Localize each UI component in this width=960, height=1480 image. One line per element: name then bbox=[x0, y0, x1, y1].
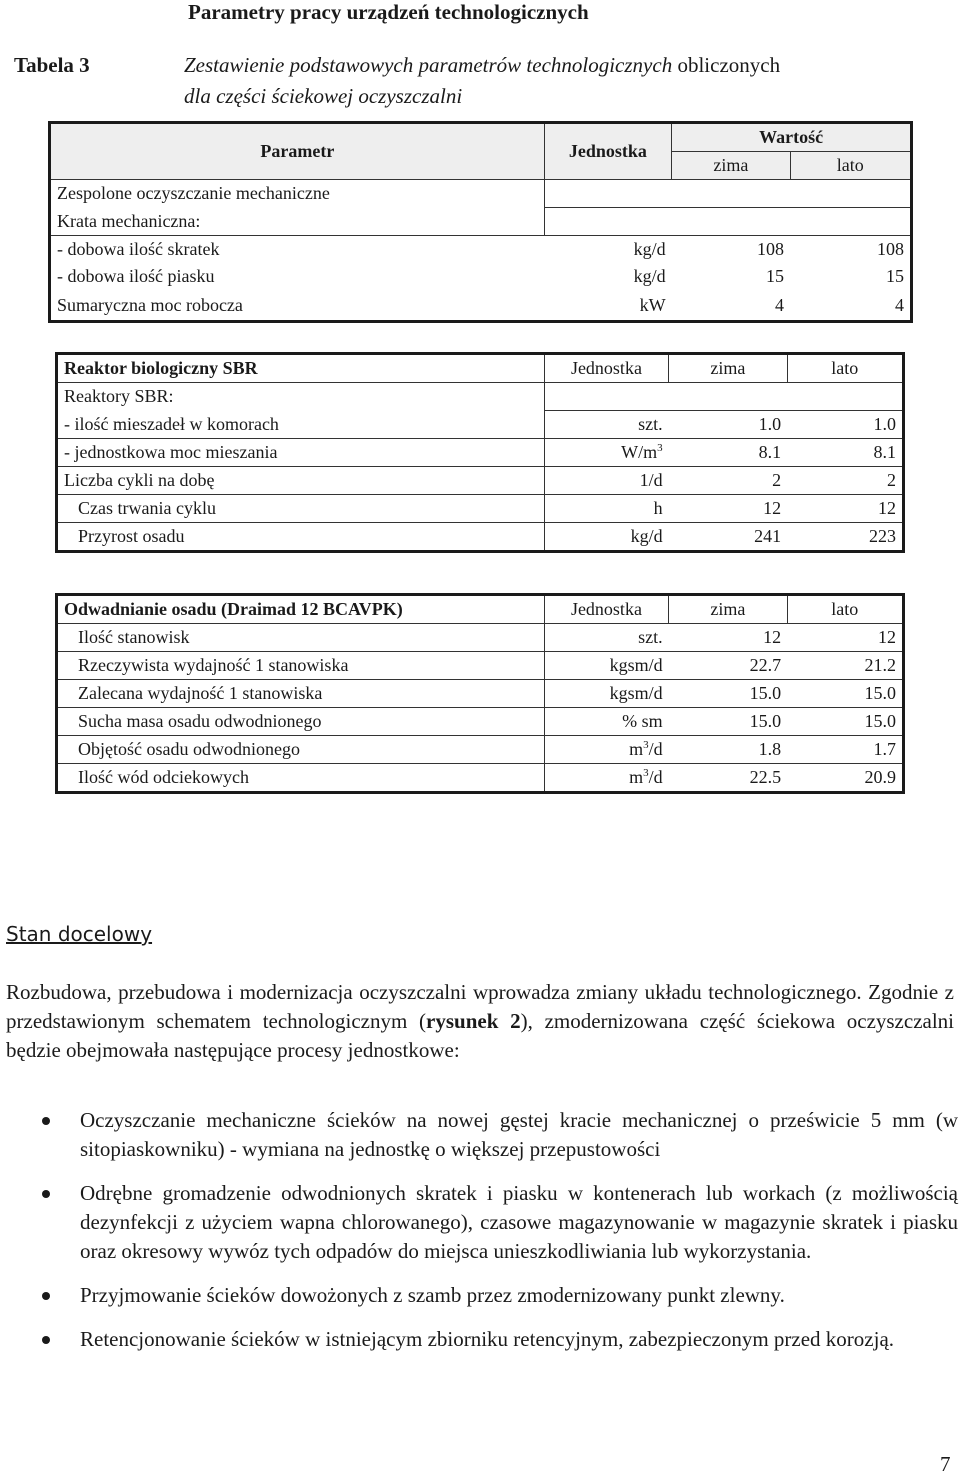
row-unit: kgsm/d bbox=[544, 652, 668, 680]
row-unit: kg/d bbox=[633, 266, 666, 286]
row-zima: 2 bbox=[669, 467, 787, 495]
table-caption-line2: dla części ściekowej oczyszczalni bbox=[184, 84, 463, 108]
sbr-title: Reaktor biologiczny SBR bbox=[57, 354, 545, 383]
table-label: Tabela 3 bbox=[14, 53, 90, 77]
unit-sup: 3 bbox=[657, 442, 663, 454]
row-name: Sucha masa osadu odwodnionego bbox=[57, 708, 545, 736]
table-row bbox=[57, 680, 904, 708]
row-lato: 15.0 bbox=[787, 708, 903, 736]
row-zima: 15.0 bbox=[669, 708, 787, 736]
row-lato: 8.1 bbox=[787, 439, 903, 467]
row-name: Ilość stanowisk bbox=[57, 624, 545, 652]
row-zima: 22.7 bbox=[669, 652, 787, 680]
table-row bbox=[57, 467, 904, 495]
list-item bbox=[0, 1179, 958, 1266]
row-zima: 22.5 bbox=[749, 767, 782, 787]
unit-post: /d bbox=[648, 767, 663, 787]
row-unit: szt. bbox=[544, 624, 668, 652]
table-row bbox=[57, 439, 904, 467]
row-lato: 21.2 bbox=[787, 652, 903, 680]
row-lato: 1.7 bbox=[787, 736, 903, 764]
row-name: Sumaryczna moc robocza bbox=[57, 294, 243, 315]
row-unit: kg/d bbox=[544, 523, 668, 552]
row-zima: 12 bbox=[669, 495, 787, 523]
list-item-text: Retencjonowanie ścieków w istniejącym zbiorniku retencyjnym, zabezpieczonym przed korozją. bbox=[80, 1327, 895, 1351]
table-row bbox=[57, 624, 904, 652]
table-row bbox=[57, 495, 904, 523]
bullet-icon bbox=[42, 1117, 50, 1125]
row-lato: 15.0 bbox=[787, 680, 903, 708]
bullet-icon bbox=[42, 1292, 50, 1300]
page-number: 7 bbox=[940, 1452, 951, 1476]
row-lato: 12 bbox=[787, 624, 903, 652]
row-unit: kgsm/d bbox=[544, 680, 668, 708]
table-row bbox=[57, 652, 904, 680]
row-zima: 241 bbox=[754, 526, 782, 546]
row-zima: 12 bbox=[669, 624, 787, 652]
table-row bbox=[50, 263, 912, 290]
row-zima: 4 bbox=[775, 294, 785, 315]
table-row bbox=[50, 290, 912, 322]
caption-italic: Zestawienie podstawowych parametrów technologicznych bbox=[184, 53, 673, 77]
row-name: Liczba cykli na dobę bbox=[57, 467, 545, 495]
section-title: Stan docelowy bbox=[6, 922, 153, 946]
row-zima: 108 bbox=[672, 236, 790, 264]
row-name: - ilość mieszadeł w komorach bbox=[57, 411, 545, 439]
row-name: - jednostkowa moc mieszania bbox=[57, 439, 545, 467]
table-sbr bbox=[55, 352, 905, 553]
row-name: Rzeczywista wydajność 1 stanowiska bbox=[57, 652, 545, 680]
row-unit bbox=[544, 764, 668, 793]
row-zima: 15.0 bbox=[669, 680, 787, 708]
unit-pre: m bbox=[629, 767, 644, 787]
row-unit: szt. bbox=[544, 411, 668, 439]
header-parametr: Parametr bbox=[50, 123, 545, 180]
unit-sup: 3 bbox=[643, 739, 649, 751]
row-name: Objętość osadu odwodnionego bbox=[57, 736, 545, 764]
list-item-text: Oczyszczanie mechaniczne ścieków na nowej gęstej kracie mechanicznej o prześwicie 5 mm (w sitopiaskowniku) - wymiana na jednostkę o większej przepustowości bbox=[80, 1108, 958, 1161]
dewatering-header-jednostka: Jednostka bbox=[544, 595, 668, 624]
page-heading: Parametry pracy urządzeń technologicznych bbox=[188, 0, 589, 24]
unit-base: W/m bbox=[621, 442, 658, 462]
header-jednostka: Jednostka bbox=[544, 123, 671, 180]
header-lato: lato bbox=[790, 152, 911, 180]
table-row bbox=[57, 523, 904, 552]
sbr-header-lato: lato bbox=[787, 354, 903, 383]
row-lato: 108 bbox=[790, 236, 911, 264]
row-name: Ilość wód odciekowych bbox=[78, 767, 249, 787]
table-caption-line1 bbox=[184, 53, 780, 78]
process-list bbox=[0, 1106, 958, 1369]
table-row bbox=[50, 236, 912, 264]
list-item bbox=[0, 1325, 958, 1354]
list-item bbox=[0, 1281, 958, 1310]
sbr-header-jednostka: Jednostka bbox=[544, 354, 668, 383]
dewatering-header-lato: lato bbox=[787, 595, 903, 624]
paragraph-text-1: Rozbudowa, przebudowa i modernizacja oczyszczalni wprowadza zmiany układu technologicznego. Zgodnie z przedstawionym schematem technologicznym ( bbox=[6, 980, 954, 1033]
row-name: Zalecana wydajność 1 stanowiska bbox=[57, 680, 545, 708]
caption-plain: obliczonych bbox=[672, 53, 781, 77]
row-lato: 15 bbox=[886, 266, 904, 286]
row-lato: 4 bbox=[895, 294, 904, 315]
row-unit bbox=[544, 439, 668, 467]
table-row bbox=[57, 764, 904, 793]
sbr-subsection: Reaktory SBR: bbox=[64, 386, 174, 407]
intro-paragraph bbox=[6, 978, 954, 1065]
row-name: - dobowa ilość piasku bbox=[57, 266, 215, 286]
sbr-header-zima: zima bbox=[669, 354, 787, 383]
row-unit: h bbox=[544, 495, 668, 523]
paragraph-text-2: ), zmodernizowana część ściekowa oczyszczalni będzie obejmowała następujące procesy jednostkowe: bbox=[6, 1009, 955, 1062]
row-unit: kW bbox=[639, 294, 666, 315]
row-lato: 20.9 bbox=[864, 767, 896, 787]
row-zima: 1.0 bbox=[669, 411, 787, 439]
header-wartosc: Wartość bbox=[672, 123, 912, 152]
row-zima: 15 bbox=[766, 266, 785, 286]
table-dewatering bbox=[55, 593, 905, 794]
row-name: Czas trwania cyklu bbox=[57, 495, 545, 523]
unit-post: /d bbox=[648, 739, 663, 759]
figure-reference: rysunek 2 bbox=[426, 1009, 521, 1033]
table-row bbox=[57, 736, 904, 764]
bullet-icon bbox=[42, 1190, 50, 1198]
row-name: - dobowa ilość skratek bbox=[50, 236, 545, 264]
table-row bbox=[57, 708, 904, 736]
unit-pre: m bbox=[629, 739, 644, 759]
table-mechanical bbox=[48, 121, 913, 323]
table-row bbox=[57, 411, 904, 439]
list-item-text: Odrębne gromadzenie odwodnionych skratek i piasku w kontenerach lub workach (z możliwością dezynfekcji z użyciem wapna chlorowanego), czasowe magazynowanie w magazynie skratek i piasku oraz okresowy wywóz tych odpadów do miejsca unieszkodliwiania lub wykorzystania. bbox=[80, 1181, 958, 1263]
row-unit: % sm bbox=[544, 708, 668, 736]
row-unit: kg/d bbox=[544, 236, 671, 264]
list-item bbox=[0, 1106, 958, 1164]
bullet-icon bbox=[42, 1336, 50, 1344]
row-zima: 1.8 bbox=[669, 736, 787, 764]
row-zima: 8.1 bbox=[669, 439, 787, 467]
row-lato: 1.0 bbox=[787, 411, 903, 439]
row-unit bbox=[544, 736, 668, 764]
dewatering-title: Odwadnianie osadu (Draimad 12 BCAVPK) bbox=[57, 595, 545, 624]
row-lato: 2 bbox=[787, 467, 903, 495]
header-zima: zima bbox=[672, 152, 790, 180]
unit-sup: 3 bbox=[643, 767, 649, 779]
row-unit: 1/d bbox=[544, 467, 668, 495]
list-item-text: Przyjmowanie ścieków dowożonych z szamb przez zmodernizowany punkt zlewny. bbox=[80, 1283, 785, 1307]
dewatering-header-zima: zima bbox=[669, 595, 787, 624]
row-lato: 223 bbox=[869, 526, 896, 546]
section-row: Zespolone oczyszczanie mechaniczne bbox=[50, 180, 545, 208]
row-lato: 12 bbox=[787, 495, 903, 523]
row-name: Przyrost osadu bbox=[78, 526, 185, 546]
subsection-row: Krata mechaniczna: bbox=[50, 208, 545, 236]
